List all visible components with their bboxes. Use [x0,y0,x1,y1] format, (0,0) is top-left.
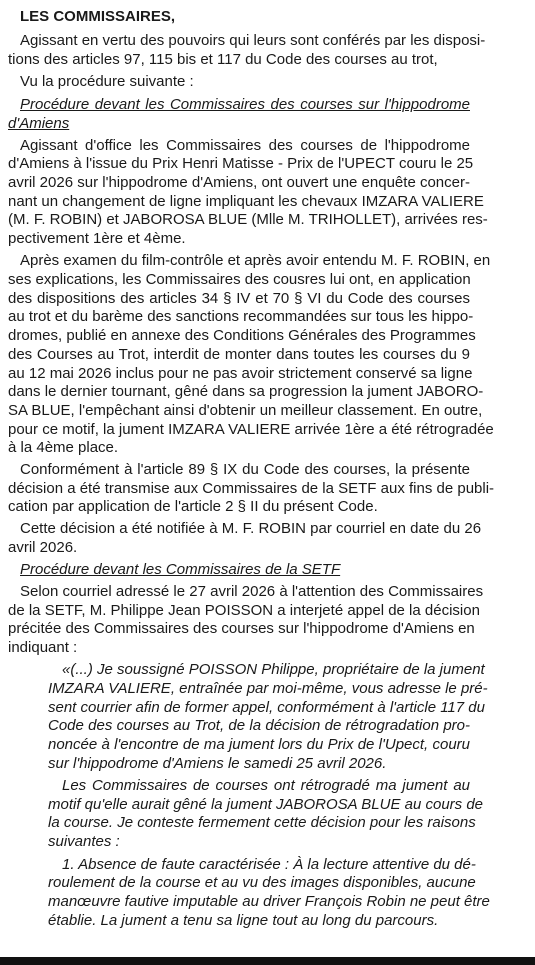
paragraph-line: tions des articles 97, 115 bis et 117 du Code des courses au trot, [8,51,438,68]
quote-line: la course. Je conteste fermement cette décision pour les raisons [48,814,476,831]
paragraph-line: de la SETF, M. Philippe Jean POISSON a interjeté appel de la décision [8,602,480,619]
quote-line: 1. Absence de faute caractérisée : À la lecture attentive du dé- [62,856,476,873]
paragraph-line: des Courses au Trot, interdit de monter dans toutes les courses du 9 [8,346,470,363]
paragraph-line: cation par application de l'article 2 § II du présent Code. [8,498,378,515]
paragraph-line: précitée des Commissaires des courses sur l'hippodrome d'Amiens en [8,620,475,637]
paragraph-line: d'Amiens à l'issue du Prix Henri Matisse - Prix de l'UPECT couru le 25 [8,155,474,172]
quote-line: suivantes : [48,833,120,850]
paragraph-line: décision a été transmise aux Commissaires de la SETF aux fins de publi- [8,480,495,497]
paragraph-line: indiquant : [8,639,78,656]
paragraph-line: SA BLUE, l'empêchant ainsi d'obtenir un meilleur classement. En outre, [8,402,483,419]
paragraph-line: ses explications, les Commissaires des cousres lui ont, en application [8,271,471,288]
quote-line: établie. La jument a tenu sa ligne tout au long du parcours. [48,912,439,929]
quote-line: «(...) Je soussigné POISSON Philippe, propriétaire de la jument [62,661,485,678]
section-title: Procédure devant les Commissaires des courses sur l'hippodrome [20,96,470,113]
quote-line: Code des courses au Trot, de la décision de rétrogradation pro- [48,717,470,734]
quote-line: manœuvre fautive imputable au driver François Robin ne peut être [48,893,490,910]
quote-line: roulement de la course et au vu des images disponibles, aucune [48,874,476,891]
paragraph-line: Vu la procédure suivante : [20,73,194,90]
quote-line: sent courrier afin de former appel, conformément à l'article 117 du [48,699,485,716]
paragraph-line: Selon courriel adressé le 27 avril 2026 à l'attention des Commissaires [20,583,484,600]
paragraph-line: avril 2026 sur l'hippodrome d'Amiens, ont ouvert une enquête concer- [8,174,470,191]
paragraph-line: Agissant en vertu des pouvoirs qui leurs sont conférés par les disposi- [20,32,486,49]
paragraph-line: au 12 mai 2026 inclus pour ne pas avoir strictement conservé sa ligne [8,365,473,382]
paragraph-line: nant un changement de ligne impliquant les chevaux IMZARA VALIERE [8,193,484,210]
paragraph-line: avril 2026. [8,539,78,556]
quote-line: sur l'hippodrome d'Amiens le samedi 25 avril 2026. [48,755,387,772]
quote-line: IMZARA VALIERE, entraînée par moi-même, vous adresse le pré- [48,680,488,697]
paragraph-line: à la 4ème place. [8,439,119,456]
paragraph-line: Cette décision a été notifiée à M. F. ROBIN par courriel en date du 26 [20,520,482,537]
bottom-edge-bar [0,957,535,965]
quote-line: Les Commissaires de courses ont rétrogradé ma jument au [62,777,470,794]
paragraph-line: (M. F. ROBIN) et JABOROSA BLUE (Mlle M. TRIHOLLET), arrivées res- [8,211,488,228]
paragraph-line: dromes, publié en annexe des Conditions Générales des Programmes [8,327,476,344]
paragraph-line: pectivement 1ère et 4ème. [8,230,186,247]
paragraph-line: dans le dernier tournant, gêné dans sa progression la jument JABORO- [8,383,484,400]
paragraph-line: au trot et du barème des sanctions recommandées sur tous les hippo- [8,308,474,325]
section-title: d'Amiens [8,115,70,132]
paragraph-line: Après examen du film-contrôle et après avoir entendu M. F. ROBIN, en [20,252,491,269]
paragraph-line: Conformément à l'article 89 § IX du Code des courses, la présente [20,461,470,478]
document-heading: LES COMMISSAIRES, [20,8,176,25]
paragraph-line: pour ce motif, la jument IMZARA VALIERE arrivée 1ère a été rétrogradée [8,421,494,438]
quote-line: noncée à l'encontre de ma jument lors du Prix de l'Upect, couru [48,736,470,753]
paragraph-line: Agissant d'office les Commissaires des courses de l'hippodrome [20,137,470,154]
paragraph-line: des dispositions des articles 34 § IV et 70 § VI du Code des courses [8,290,470,307]
section-title: Procédure devant les Commissaires de la SETF [20,561,341,578]
quote-line: motif qu'elle aurait gêné la jument JABOROSA BLUE au cours de [48,796,484,813]
